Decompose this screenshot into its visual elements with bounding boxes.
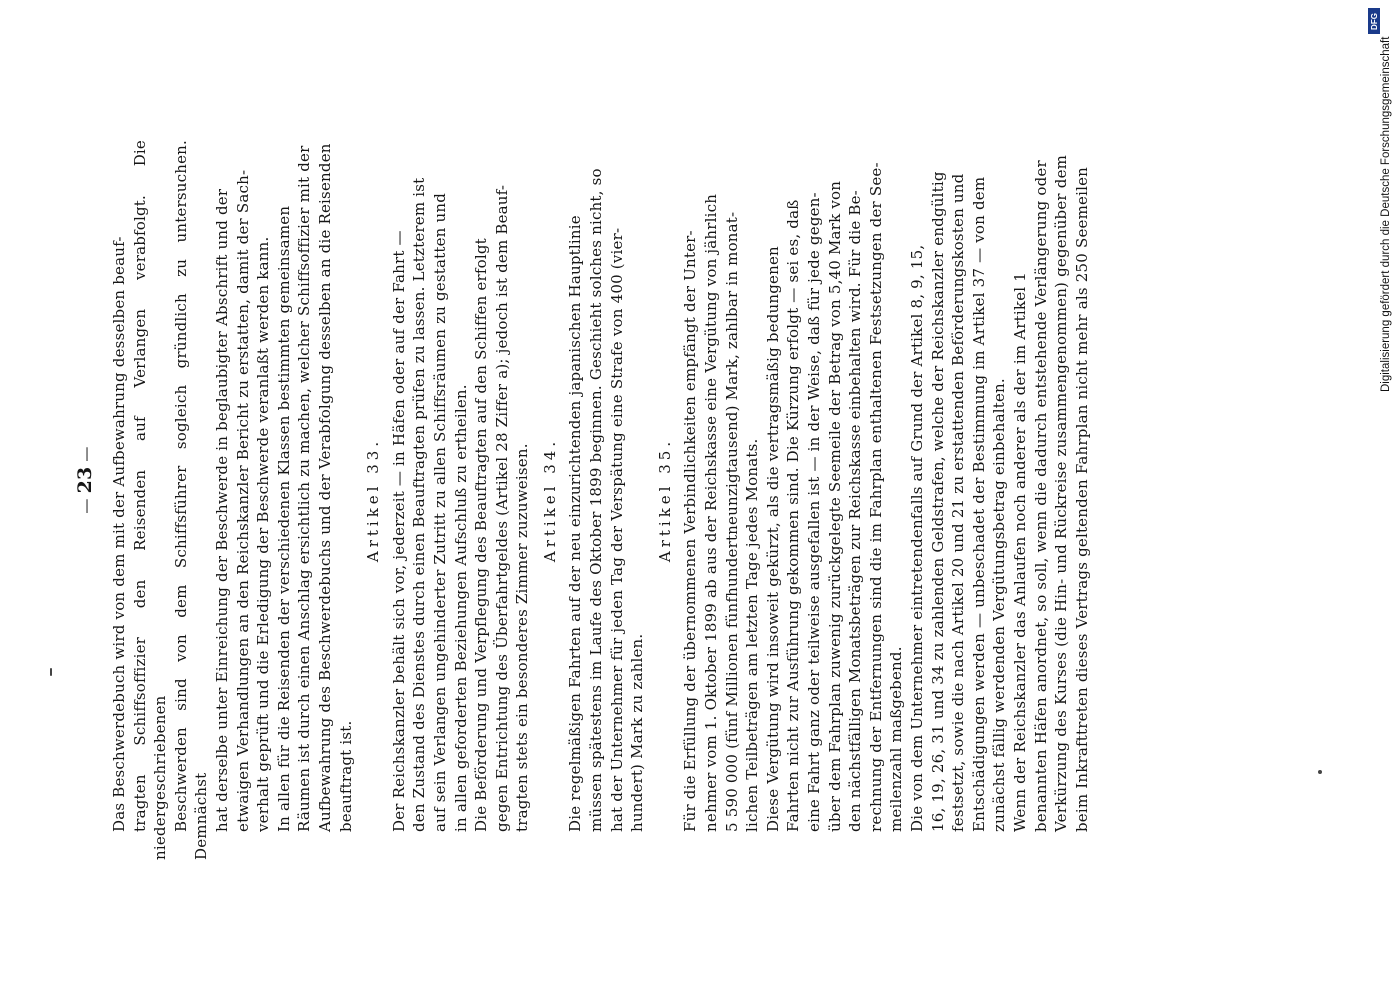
text-line: Die Beförderung und Verpflegung des Beauftragten auf den Schiffen erfolgt (472, 238, 491, 832)
text-line: Wenn der Reichskanzler das Anlaufen noch anderer als der im Artikel 1 (1010, 272, 1029, 832)
dfg-logo: DFG (1368, 8, 1380, 34)
text-line: Aufbewahrung des Beschwerdebuchs und der Verabfolgung desselben an die Reisenden (315, 143, 334, 832)
article-heading: Artikel 34. (540, 437, 559, 563)
text-line: etwaigen Verhandlungen an den Reichskanzler Bericht zu erstatten, damit der Sach- (233, 169, 252, 832)
text-line: über dem Fahrplan zuwenig zurückgelegte Seemeile der Betrag von 5,40 Mark von (825, 180, 844, 832)
text-line: rechnung der Entfernungen sind die im Fahrplan enthaltenen Festsetzungen der See- (866, 162, 885, 832)
paragraph (389, 140, 471, 860)
text-line: beim Inkrafttreten dieses Vertrags geltenden Fahrplan nicht mehr als 250 Seemeilen (1072, 166, 1091, 832)
paragraph (1010, 140, 1092, 860)
text-line: 16, 19, 26, 31 und 34 zu zahlenden Geldstrafen, welche der Reichskanzler endgültig (928, 171, 947, 832)
body-text (109, 140, 1092, 860)
text-line: In allen für die Reisenden der verschiedenen Klassen bestimmten gemeinsamen (274, 205, 293, 832)
scan-speck (1318, 770, 1322, 774)
digitization-credit: Digitalisierung gefördert durch die Deutsche Forschungsgemeinschaft (1380, 36, 1392, 392)
text-line: Verkürzung des Kurses (die Hin- und Rückreise zusammengenommen) gegenüber dem (1052, 154, 1071, 832)
paragraph (763, 140, 907, 860)
text-line: 5 590 000 (fünf Millionen fünfhundertneunzigtausend) Mark, zahlbar in monat- (722, 211, 741, 832)
paragraph (109, 140, 274, 860)
text-line: benannten Häfen anordnet, so soll, wenn die dadurch entstehende Verlängerung oder (1031, 160, 1050, 832)
paragraph (680, 140, 762, 860)
text-line: festsetzt, sowie die nach Artikel 20 und 21 zu erstattenden Beförderungskosten und (949, 173, 968, 832)
paragraph (274, 140, 356, 860)
text-line: hat der Unternehmer für jeden Tag der Verspätung eine Strafe von 400 (vier- (607, 227, 626, 832)
text-line: müssen spätestens im Laufe des Oktober 1899 beginnen. Geschieht solches nicht, so (587, 168, 606, 832)
text-line: gegen Entrichtung des Überfahrtgeldes (Artikel 28 Ziffer a); jedoch ist dem Beauf- (492, 184, 511, 832)
text-line: verhalt geprüft und die Erledigung der Beschwerde veranlaßt werden kann. (254, 236, 273, 832)
text-line: auf sein Verlangen ungehinderter Zutritt zu allen Schiffsräumen zu gestatten und (430, 192, 449, 832)
text-line: lichen Teilbeträgen am letzten Tage jedes Monats. (743, 438, 762, 832)
text-line: den Zustand des Dienstes durch einen Beauftragten prüfen zu lassen. Letzterem ist (410, 177, 429, 832)
paragraph (471, 140, 533, 860)
text-line: Fahrten nicht zur Ausführung gekommen sind. Die Kürzung erfolgt — sei es, daß (784, 199, 803, 832)
text-line: Das Beschwerdebuch wird von dem mit der Aufbewahrung desselben beauf- (110, 236, 128, 832)
text-line: Entschädigungen werden — unbeschadet der Bestimmung im Artikel 37 — von dem (969, 176, 988, 832)
paragraph (907, 140, 1010, 860)
text-line: Die von dem Unternehmer eintretendenfalls auf Grund der Artikel 8, 9, 15, (907, 244, 926, 832)
article-heading: Artikel 33. (364, 437, 383, 563)
text-line: hat derselbe unter Einreichung der Beschwerde in beglaubigter Abschrift und der (212, 188, 231, 832)
page-number: 23 (74, 466, 96, 494)
text-line: Räumen ist durch einen Anschlag ersichtlich zu machen, welcher Schiffsoffizier mit der (295, 145, 314, 832)
text-line: meilenzahl maßgebend. (887, 646, 906, 832)
text-line: Die regelmäßigen Fahrten auf der neu einzurichtenden japanischen Hauptlinie (566, 215, 585, 832)
scan-speck (50, 668, 52, 676)
text-line: den nächstfälligen Monatsbeträgen zur Reichskasse einbehalten wird. Für die Be- (846, 190, 865, 832)
text-line: tragten Schiffsoffizier den Reisenden auf Verlangen verabfolgt. Die niedergeschriebenen (130, 140, 170, 860)
text-line: eine Fahrt ganz oder teilweise ausgefallen ist — in der Weise, daß für jede gegen- (805, 192, 823, 832)
text-line: Diese Vergütung wird insoweit gekürzt, als die vertragsmäßig bedungenen (763, 246, 782, 832)
text-line: Der Reichskanzler behält sich vor, jederzeit — in Häfen oder auf der Fahrt — (389, 230, 408, 832)
text-line: in allen geforderten Beziehungen Aufschluß zu ertheilen. (451, 384, 470, 832)
rotated-text-block (74, 140, 1229, 860)
paragraph (565, 140, 647, 860)
text-line: nehmer vom 1. Oktober 1899 ab aus der Reichskasse eine Vergütung von jährlich (702, 193, 721, 832)
article-heading: Artikel 35. (655, 437, 674, 563)
text-line: tragten stets ein besonderes Zimmer zuzuweisen. (513, 443, 532, 832)
text-line: hundert) Mark zu zahlen. (628, 633, 647, 832)
text-line: beauftragt ist. (336, 720, 355, 832)
page-header: — 23 — (74, 446, 96, 514)
text-line: Beschwerden sind von dem Schiffsführer sogleich gründlich zu untersuchen. Demnächst (171, 140, 211, 860)
text-line: zunächst fällig werdenden Vergütungsbetrag einbehalten. (990, 378, 1009, 832)
text-line: Für die Erfüllung der übernommenen Verbindlichkeiten empfängt der Unter- (681, 230, 700, 832)
